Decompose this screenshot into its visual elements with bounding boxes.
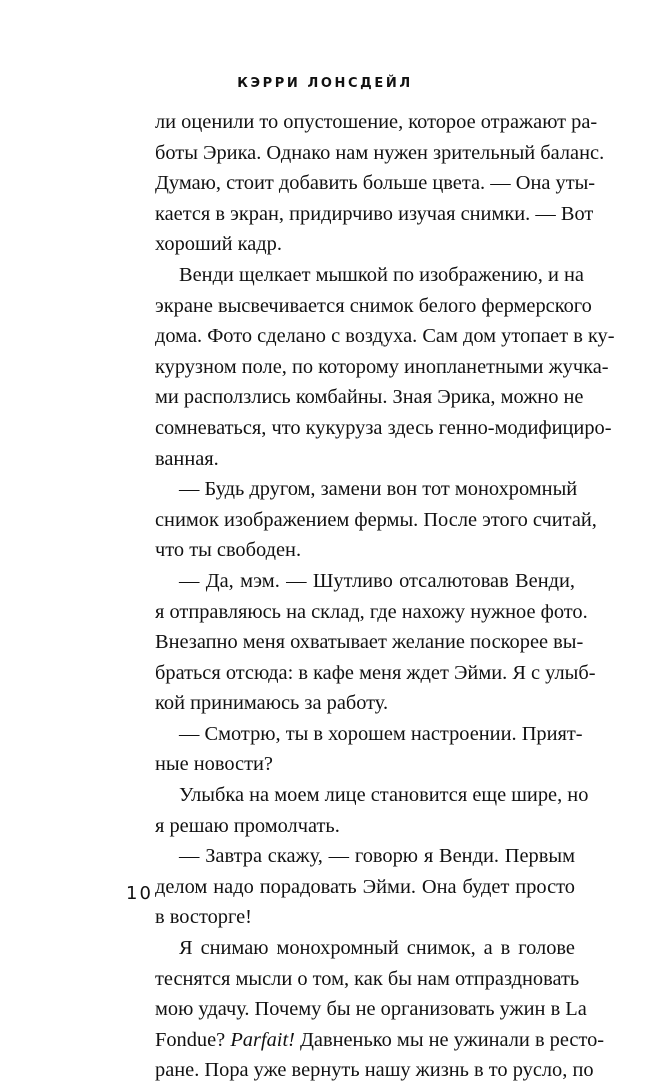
text-line: боты Эрика. Однако нам нужен зрительный баланс. [155,141,605,164]
text-line: — Завтра скажу, — говорю я Венди. Первым [179,845,575,868]
text-line: в восторге! [155,906,252,929]
text-line: — Да, мэм. — Шутливо отсалютовав Венди, [179,569,575,592]
text-line: кой принимаюсь за работу. [155,692,389,715]
text-line: Я снимаю монохромный снимок, а в голове [179,937,575,960]
text-line: ли оценили то опустошение, которое отражают ра- [155,111,598,133]
text-line: — Будь другом, замени вон тот монохромный [179,478,578,501]
text-line: делом надо порадовать Эйми. Она будет просто [155,875,575,898]
text-line: ные новости? [155,753,273,776]
text-line: экране высвечивается снимок белого фермерского [155,294,592,317]
text-line: сомневаться, что кукуруза здесь генно-модифициро- [155,416,612,439]
text-line: ране. Пора уже вернуть нашу жизнь в то русло, по [155,1059,594,1082]
body-text [155,107,615,1086]
text-line: что ты свободен. [155,539,302,562]
text-segment: Fondue? [155,1028,231,1051]
text-line: браться отсюда: в кафе меня ждет Эйми. Я с улыб- [155,661,596,684]
text-line: теснятся мысли о том, как бы нам отпраздновать [155,967,580,990]
text-line: мою удачу. Почему бы не организовать ужин в La [155,998,587,1021]
page-number: 10 [126,883,153,904]
text-line: я отправляюсь на склад, где нахожу нужное фото. [155,600,588,623]
italic-text-segment: Parfait! [230,1028,295,1051]
text-line: я решаю промолчать. [155,814,340,837]
text-line: курузном поле, по которому инопланетными жучка- [155,355,609,378]
text-line: снимок изображением фермы. После этого считай, [155,508,597,531]
text-segment: Давненько мы не ужинали в ресто- [294,1028,605,1051]
text-line: дома. Фото сделано с воздуха. Сам дом утопает в ку- [155,325,615,348]
text-line: Думаю, стоит добавить больше цвета. — Она уты- [155,172,596,195]
text-line: Венди щелкает мышкой по изображению, и на [179,263,584,286]
text-line: хороший кадр. [155,233,282,256]
text-line: кается в экран, придирчиво изучая снимки. — Вот [155,202,594,225]
text-line [155,1025,605,1056]
text-line: — Смотрю, ты в хорошем настроении. Прият- [179,722,583,745]
text-line: ми расползлись комбайны. Зная Эрика, можно не [155,386,584,409]
running-head-author: КЭРРИ ЛОНСДЕЙЛ [237,76,413,91]
text-line: Улыбка на моем лице становится еще шире, но [179,784,589,807]
text-line: Внезапно меня охватывает желание поскорее вы- [155,631,584,654]
text-line: ванная. [155,447,219,470]
